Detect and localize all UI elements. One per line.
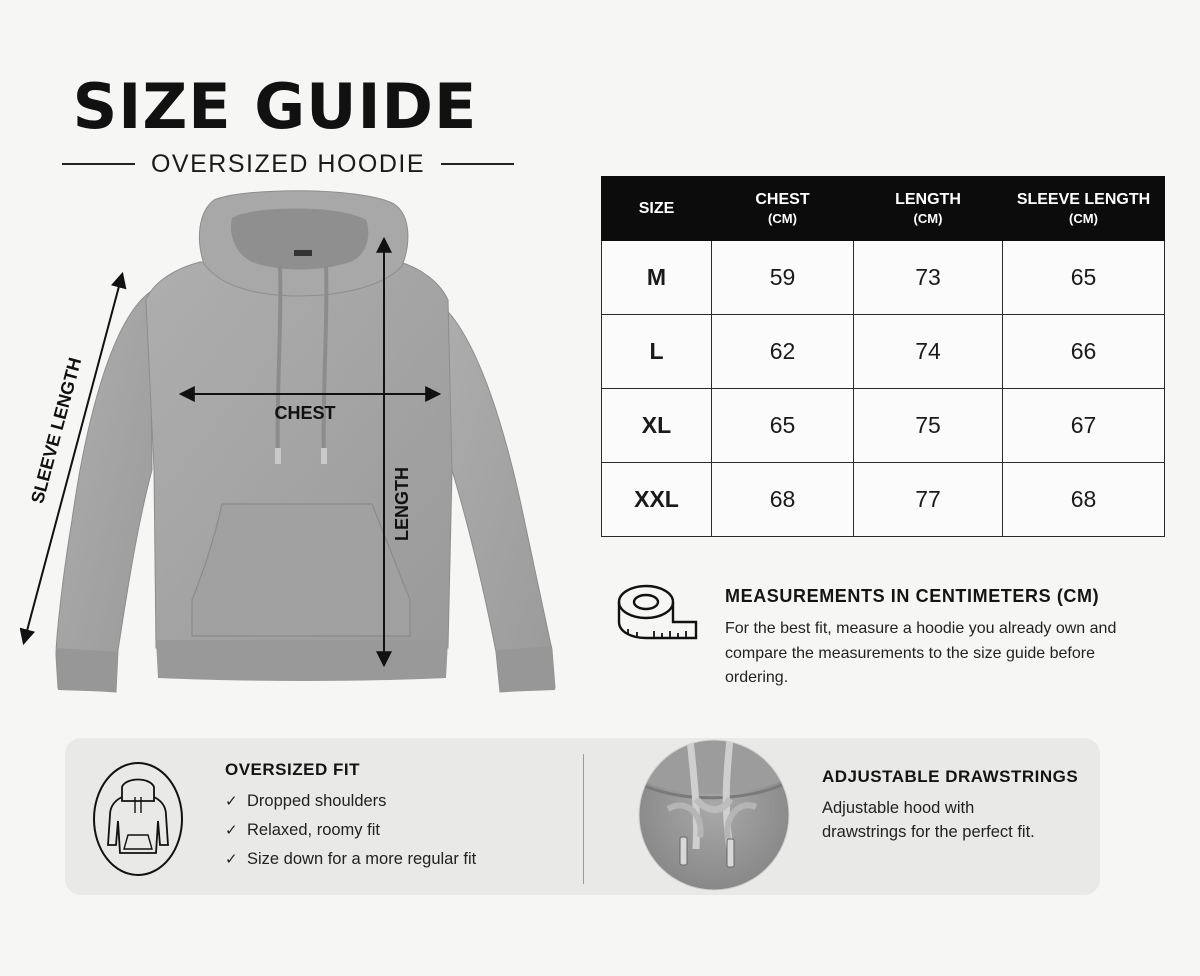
subtitle-rule-right (441, 163, 514, 165)
oversized-fit-title: OVERSIZED FIT (225, 760, 360, 779)
subtitle-rule-left (62, 163, 135, 165)
list-item: ✓ Size down for a more regular fit (225, 847, 476, 876)
check-icon: ✓ (225, 792, 238, 810)
table-row (602, 389, 1165, 463)
size-cell: XXL (602, 463, 712, 537)
check-icon: ✓ (225, 821, 238, 839)
measurement-note-text: For the best fit, measure a hoodie you already own and compare the measurements to the size guide before ordering. (725, 620, 1117, 686)
page-subtitle: OVERSIZED HOODIE (150, 149, 426, 178)
subtitle-row (62, 146, 514, 182)
sleeve-length-cell: 66 (1003, 315, 1165, 389)
chest-cell: 65 (712, 389, 854, 463)
hoodie-body (56, 191, 555, 692)
adjustable-drawstrings-title: ADJUSTABLE DRAWSTRINGS (822, 767, 1079, 786)
column-header-chest: CHEST (CM) (712, 177, 854, 241)
chest-label: CHEST (274, 403, 336, 423)
panel-divider (583, 754, 584, 884)
length-cell: 77 (854, 463, 1003, 537)
length-cell: 74 (854, 315, 1003, 389)
length-cell: 75 (854, 389, 1003, 463)
sleeve-length-cell: 65 (1003, 241, 1165, 315)
check-icon: ✓ (225, 850, 238, 868)
sleeve-length-label: SLEEVE LENGTH (27, 355, 86, 506)
table-header-row (602, 177, 1165, 241)
chest-cell: 59 (712, 241, 854, 315)
drawstring-closeup-image (638, 739, 790, 891)
length-cell: 73 (854, 241, 1003, 315)
page-title: SIZE GUIDE (72, 70, 478, 143)
oversized-fit-list (225, 789, 476, 876)
column-header-sleeve-length: SLEEVE LENGTH (CM) (1003, 177, 1165, 241)
sleeve-length-cell: 67 (1003, 389, 1165, 463)
chest-cell: 68 (712, 463, 854, 537)
table-row (602, 463, 1165, 537)
list-item: ✓ Dropped shoulders (225, 789, 476, 818)
adjustable-drawstrings-text: Adjustable hood with drawstrings for the perfect fit. (822, 799, 1035, 841)
chest-cell: 62 (712, 315, 854, 389)
sleeve-length-cell: 68 (1003, 463, 1165, 537)
size-cell: L (602, 315, 712, 389)
hoodie-diagram (20, 185, 580, 695)
table-row (602, 315, 1165, 389)
size-cell: XL (602, 389, 712, 463)
column-header-size: SIZE (602, 177, 712, 241)
measuring-tape-icon (610, 582, 700, 644)
hoodie-outline-icon (92, 761, 184, 877)
list-item: ✓ Relaxed, roomy fit (225, 818, 476, 847)
measurement-note-title: MEASUREMENTS IN CENTIMETERS (CM) (725, 586, 1100, 606)
table-row (602, 241, 1165, 315)
size-cell: M (602, 241, 712, 315)
size-table (601, 176, 1165, 537)
column-header-length: LENGTH (CM) (854, 177, 1003, 241)
length-label: LENGTH (392, 467, 412, 541)
